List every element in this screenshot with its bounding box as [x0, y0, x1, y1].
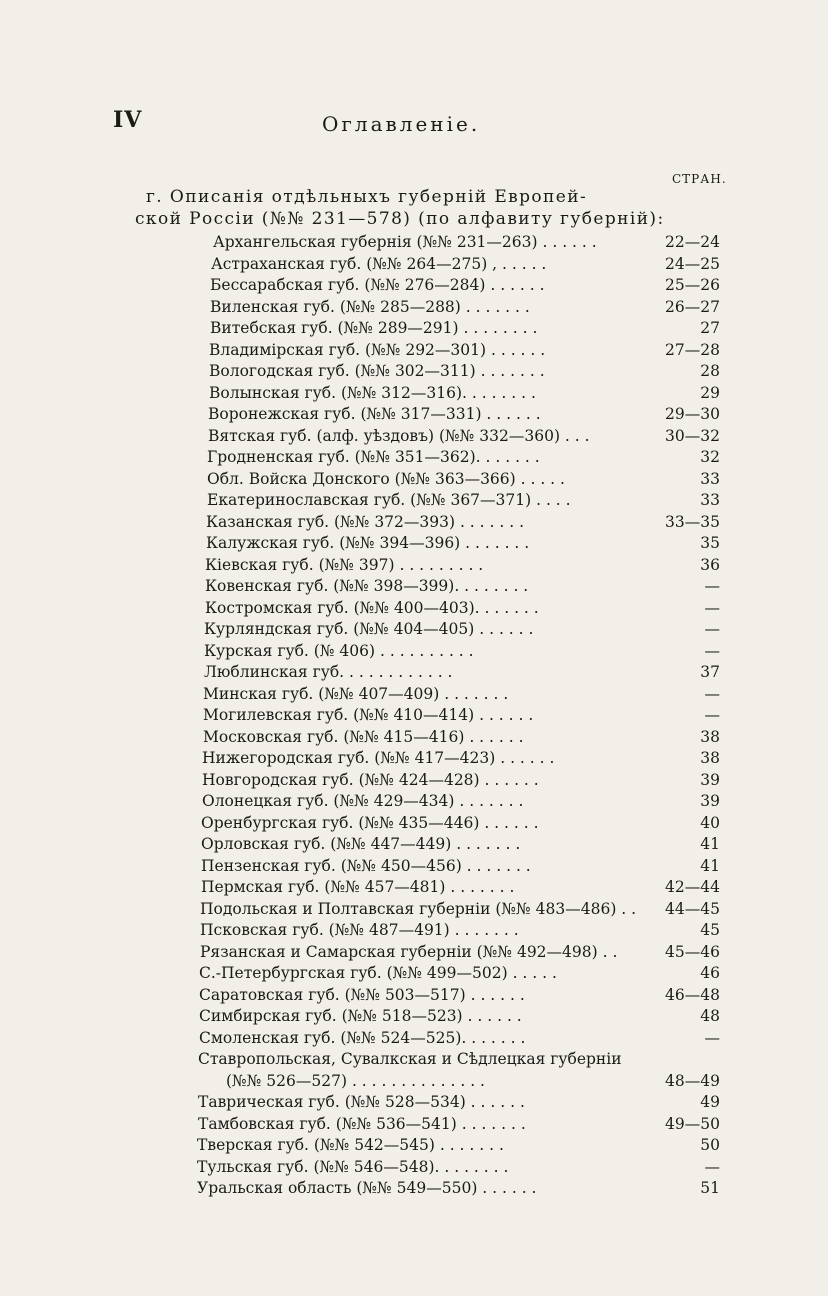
toc-entry-title: Бессарабская губ. (№№ 276—284) . . . . . .: [210, 276, 545, 294]
toc-entry-title: Вятская губ. (алф. уѣздовъ) (№№ 332—360) . . .: [208, 426, 590, 445]
toc-entry-page: 27—28: [665, 340, 720, 359]
toc-entry-page: 28: [700, 362, 720, 380]
toc-entry-page: 29: [700, 383, 720, 402]
toc-entry-page: —: [704, 684, 720, 703]
toc-entry: [0, 512, 828, 534]
toc-entry-page: 41: [700, 835, 720, 853]
toc-entry: [0, 856, 828, 878]
toc-entry-title: Уральская область (№№ 549—550) . . . . . .: [197, 1179, 537, 1197]
toc-entry: [0, 619, 828, 641]
toc-entry-page: —: [704, 598, 720, 617]
toc-entry-page: 22—24: [665, 233, 720, 251]
toc-entry-title: Псковская губ. (№№ 487—491) . . . . . . .: [200, 921, 519, 939]
toc-entry: [0, 469, 828, 491]
toc-entry-title: (№№ 526—527) . . . . . . . . . . . . . .: [226, 1071, 485, 1090]
toc-entry-title: Московская губ. (№№ 415—416) . . . . . .: [203, 727, 524, 746]
toc-entry-title: Екатеринославская губ. (№№ 367—371) . . . .: [207, 491, 571, 509]
toc-entry-page: 49—50: [665, 1114, 720, 1133]
toc-entry-title: Могилевская губ. (№№ 410—414) . . . . . .: [203, 706, 534, 724]
toc-entry-page: 39: [700, 770, 720, 789]
toc-entry-page: 45—46: [665, 942, 720, 961]
toc-entry: [0, 297, 828, 319]
toc-entry-page: 26—27: [665, 297, 720, 316]
toc-entry-title: С.-Петербургская губ. (№№ 499—502) . . . . .: [199, 964, 557, 982]
toc-entry-page: 46—48: [665, 985, 720, 1004]
toc-entry-page: 49: [700, 1093, 720, 1111]
toc-entry-title: Подольская и Полтавская губерніи (№№ 483—486) . .: [200, 899, 637, 918]
toc-entry-page: 33: [700, 469, 720, 488]
toc-entry: [0, 275, 828, 297]
toc-entry-title: Гродненская губ. (№№ 351—362). . . . . . .: [207, 448, 540, 466]
toc-entry: [0, 1049, 828, 1071]
toc-entry-title: Рязанская и Самарская губерніи (№№ 492—498) . .: [200, 942, 618, 961]
toc-entry-page: 27: [700, 319, 720, 337]
toc-entry: [0, 340, 828, 362]
toc-entry-page: 38: [700, 727, 720, 746]
toc-entry-title: Витебская губ. (№№ 289—291) . . . . . . . .: [210, 319, 538, 337]
toc-entry-page: 30—32: [665, 426, 720, 445]
toc-entry: [0, 361, 828, 383]
toc-entry-title: Калужская губ. (№№ 394—396) . . . . . . .: [206, 534, 530, 552]
toc-entry: [0, 1071, 828, 1093]
toc-entry: [0, 791, 828, 813]
toc-entry: [0, 404, 828, 426]
toc-entry-title: Курляндская губ. (№№ 404—405) . . . . . .: [204, 620, 534, 638]
toc-entry-title: Астраханская губ. (№№ 264—275) , . . . . .: [211, 254, 547, 273]
toc-entry: [0, 318, 828, 340]
toc-entry-page: 45: [700, 921, 720, 939]
toc-entry-title: Смоленская губ. (№№ 524—525). . . . . . .: [199, 1028, 526, 1047]
toc-entry-page: 46: [700, 964, 720, 982]
toc-entry-title: Архангельская губернія (№№ 231—263) . . . . . .: [213, 233, 597, 251]
toc-entry: [0, 899, 828, 921]
toc-entry-page: 40: [700, 813, 720, 832]
toc-entry-title: Ковенская губ. (№№ 398—399). . . . . . . .: [205, 577, 529, 595]
toc-entry: [0, 383, 828, 405]
toc-entry-title: Виленская губ. (№№ 285—288) . . . . . . .: [210, 297, 530, 316]
toc-entry-page: 50: [700, 1136, 720, 1154]
toc-entry-page: 35: [700, 534, 720, 552]
toc-entry-page: 42—44: [665, 878, 720, 896]
page-title: Оглавленіе.: [322, 112, 481, 136]
toc-entry: [0, 426, 828, 448]
toc-entry: [0, 834, 828, 856]
toc-entry: [0, 705, 828, 727]
toc-entry: [0, 1157, 828, 1179]
toc-entry-title: Новгородская губ. (№№ 424—428) . . . . . .: [202, 770, 539, 789]
toc-entry: [0, 1028, 828, 1050]
toc-entry-title: Пермская губ. (№№ 457—481) . . . . . . .: [201, 878, 515, 896]
toc-entry: [0, 232, 828, 254]
toc-entry-page: —: [704, 641, 720, 660]
toc-entry-page: 24—25: [665, 254, 720, 273]
toc-entry-page: 33—35: [665, 512, 720, 531]
toc-entry-page: 37: [700, 663, 720, 681]
toc-entry: [0, 963, 828, 985]
toc-entry-page: 29—30: [665, 405, 720, 423]
toc-entry: [0, 641, 828, 663]
toc-entry-title: Вологодская губ. (№№ 302—311) . . . . . . .: [209, 362, 545, 380]
toc-list: [0, 232, 828, 1200]
toc-entry: [0, 662, 828, 684]
toc-entry-title: Нижегородская губ. (№№ 417—423) . . . . . .: [202, 749, 555, 767]
toc-entry-title: Кіевская губ. (№№ 397) . . . . . . . . .: [205, 555, 484, 574]
toc-entry-page: —: [704, 1028, 720, 1047]
toc-entry-page: 25—26: [665, 276, 720, 294]
toc-entry: [0, 684, 828, 706]
toc-entry: [0, 1178, 828, 1200]
toc-entry: [0, 1114, 828, 1136]
toc-entry-title: Таврическая губ. (№№ 528—534) . . . . . .: [198, 1093, 525, 1111]
pages-column-header: СТРАН.: [672, 172, 727, 186]
toc-entry: [0, 942, 828, 964]
toc-entry: [0, 447, 828, 469]
toc-entry-title: Саратовская губ. (№№ 503—517) . . . . . .: [199, 985, 525, 1004]
toc-entry-page: 39: [700, 792, 720, 810]
toc-entry: [0, 1006, 828, 1028]
toc-entry-page: —: [704, 1157, 720, 1176]
toc-entry: [0, 813, 828, 835]
toc-entry-page: —: [704, 620, 720, 638]
toc-entry-title: Тамбовская губ. (№№ 536—541) . . . . . . .: [198, 1114, 526, 1133]
toc-entry-title: Казанская губ. (№№ 372—393) . . . . . . .: [206, 512, 525, 531]
toc-entry: [0, 1135, 828, 1157]
toc-entry-title: Владимірская губ. (№№ 292—301) . . . . . .: [209, 340, 546, 359]
toc-entry-title: Ставропольская, Сувалкская и Сѣдлецкая губерніи: [198, 1050, 622, 1068]
section-heading-line-1: г. Описанія отдѣльныхъ губерній Европей-: [146, 187, 588, 207]
toc-entry-title: Волынская губ. (№№ 312—316). . . . . . . .: [209, 383, 536, 402]
toc-entry-page: —: [704, 577, 720, 595]
toc-entry: [0, 920, 828, 942]
toc-entry: [0, 748, 828, 770]
toc-entry-page: 32: [700, 448, 720, 466]
toc-entry: [0, 985, 828, 1007]
toc-entry-page: 38: [700, 749, 720, 767]
toc-entry-page: 48—49: [665, 1071, 720, 1090]
toc-entry-title: Орловская губ. (№№ 447—449) . . . . . . .: [201, 835, 521, 853]
toc-entry-title: Минская губ. (№№ 407—409) . . . . . . .: [203, 684, 509, 703]
toc-entry-title: Костромская губ. (№№ 400—403). . . . . . .: [205, 598, 539, 617]
toc-entry-title: Симбирская губ. (№№ 518—523) . . . . . .: [199, 1007, 522, 1025]
toc-entry-title: Обл. Войска Донского (№№ 363—366) . . . . .: [207, 469, 565, 488]
toc-entry-title: Олонецкая губ. (№№ 429—434) . . . . . . .: [202, 792, 524, 810]
toc-entry-page: 48: [700, 1007, 720, 1025]
toc-entry-page: —: [704, 706, 720, 724]
toc-entry-title: Пензенская губ. (№№ 450—456) . . . . . . .: [201, 856, 531, 875]
toc-entry: [0, 1092, 828, 1114]
toc-entry: [0, 877, 828, 899]
toc-entry-title: Воронежская губ. (№№ 317—331) . . . . . .: [208, 405, 541, 423]
toc-entry-page: 44—45: [665, 899, 720, 918]
toc-entry-page: 41: [700, 856, 720, 875]
toc-entry-page: 51: [700, 1179, 720, 1197]
toc-entry-title: Люблинская губ. . . . . . . . . . . .: [204, 663, 453, 681]
toc-entry: [0, 533, 828, 555]
toc-entry: [0, 727, 828, 749]
toc-entry: [0, 576, 828, 598]
toc-entry: [0, 770, 828, 792]
toc-entry: [0, 555, 828, 577]
toc-entry-title: Тульская губ. (№№ 546—548). . . . . . . .: [197, 1157, 509, 1176]
toc-entry-title: Оренбургская губ. (№№ 435—446) . . . . . .: [201, 813, 539, 832]
page-number: IV: [113, 107, 143, 133]
toc-entry: [0, 490, 828, 512]
toc-entry-title: Курская губ. (№ 406) . . . . . . . . . .: [204, 641, 474, 660]
toc-entry-page: 36: [700, 555, 720, 574]
toc-entry: [0, 254, 828, 276]
toc-entry-page: 33: [700, 491, 720, 509]
section-heading-line-2: ской Россіи (№№ 231—578) (по алфавиту губерній):: [135, 209, 665, 229]
toc-entry: [0, 598, 828, 620]
toc-entry-title: Тверская губ. (№№ 542—545) . . . . . . .: [197, 1136, 504, 1154]
